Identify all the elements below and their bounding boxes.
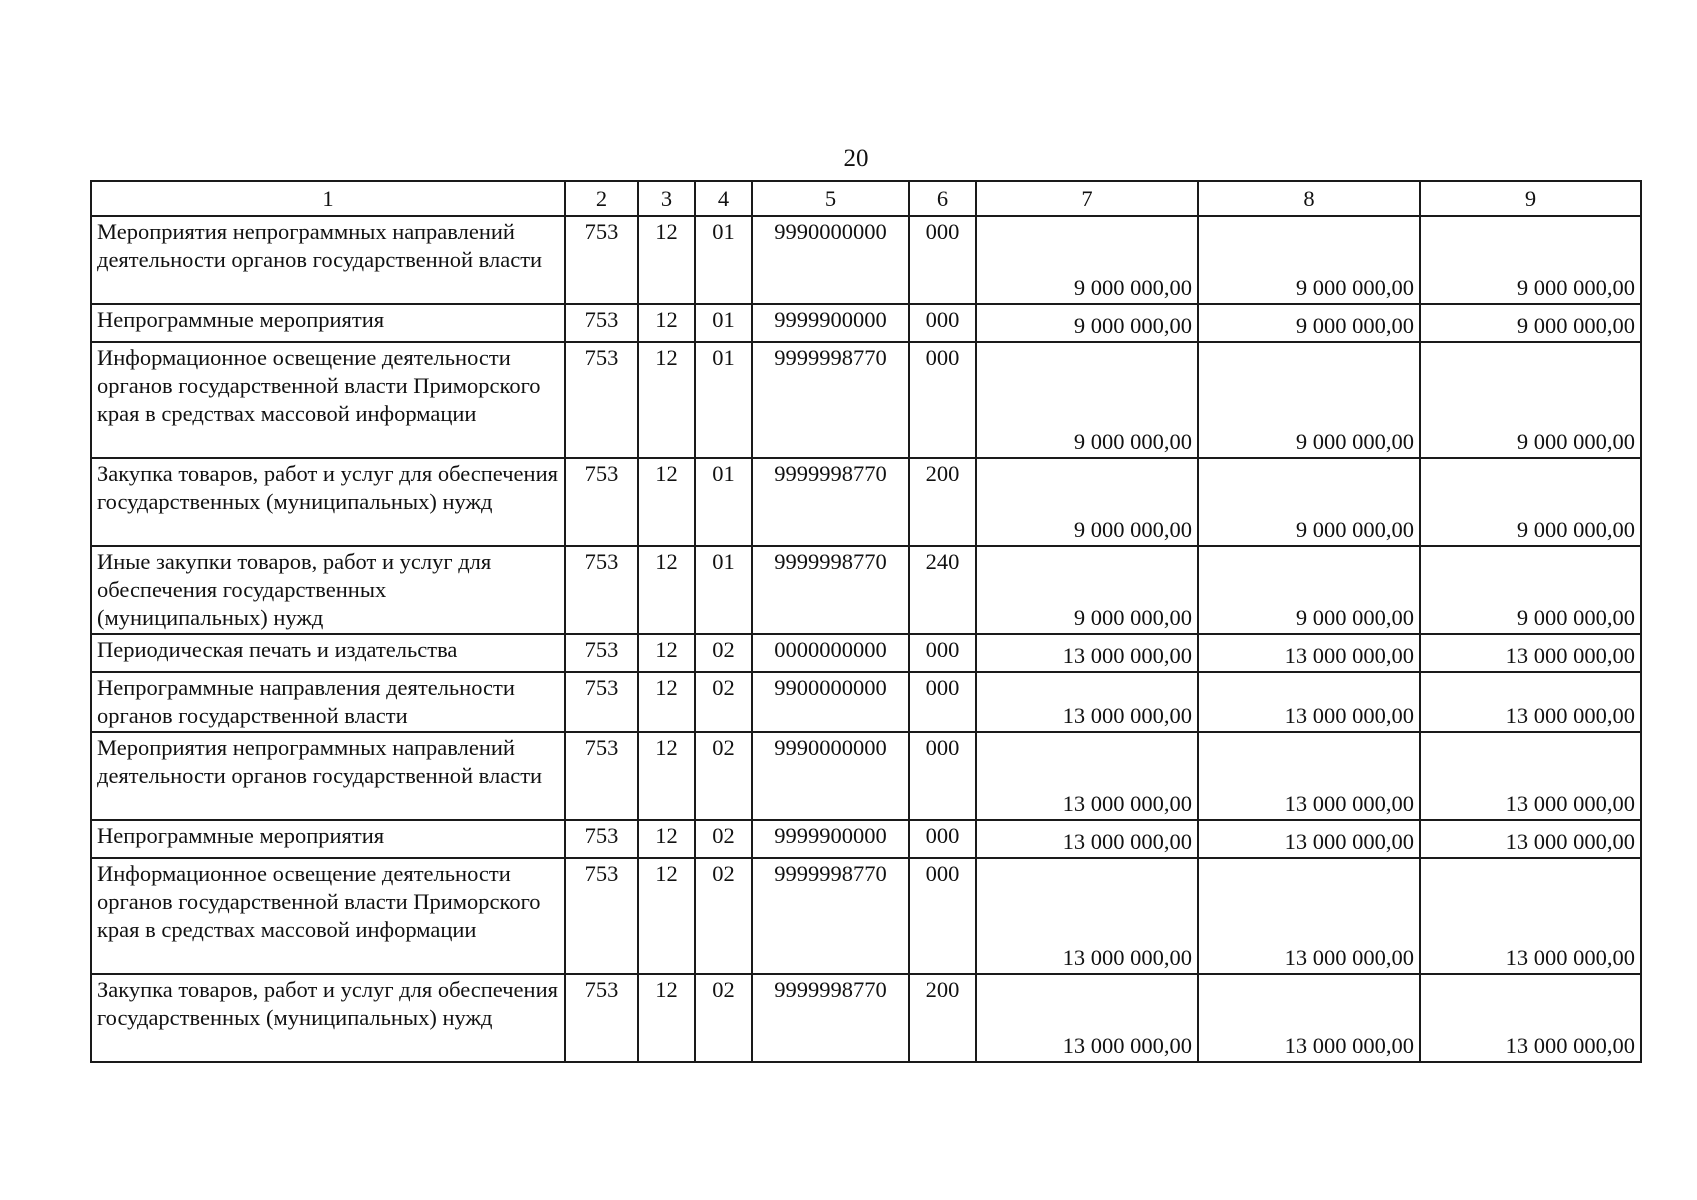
cell-section: 12: [638, 820, 695, 858]
cell-amount-7: 9 000 000,00: [976, 304, 1198, 342]
cell-amount-8: 9 000 000,00: [1198, 304, 1420, 342]
cell-expense-type: 000: [909, 216, 976, 304]
cell-admin-code: 753: [565, 342, 638, 458]
row-name: Мероприятия непрограммных направлений деятельности органов государственной власти: [91, 216, 565, 304]
cell-amount-7: 13 000 000,00: [976, 974, 1198, 1062]
column-header: 5: [752, 181, 909, 216]
cell-amount-8: 9 000 000,00: [1198, 342, 1420, 458]
cell-amount-8: 13 000 000,00: [1198, 672, 1420, 732]
cell-amount-7: 13 000 000,00: [976, 672, 1198, 732]
cell-target-article: 0000000000: [752, 634, 909, 672]
cell-amount-7: 9 000 000,00: [976, 342, 1198, 458]
column-header: 6: [909, 181, 976, 216]
row-name: Иные закупки товаров, работ и услуг для обеспечения государственных (муниципальных) нужд: [91, 546, 565, 634]
cell-amount-7: 9 000 000,00: [976, 546, 1198, 634]
header-row: [91, 181, 1641, 216]
cell-target-article: 9999900000: [752, 304, 909, 342]
table-row: [91, 858, 1641, 974]
cell-target-article: 9999900000: [752, 820, 909, 858]
cell-expense-type: 000: [909, 304, 976, 342]
cell-amount-8: 9 000 000,00: [1198, 458, 1420, 546]
column-header: 3: [638, 181, 695, 216]
table-row: [91, 634, 1641, 672]
cell-section: 12: [638, 732, 695, 820]
cell-section: 12: [638, 858, 695, 974]
cell-subsection: 01: [695, 546, 752, 634]
cell-admin-code: 753: [565, 858, 638, 974]
cell-amount-9: 9 000 000,00: [1420, 458, 1641, 546]
cell-admin-code: 753: [565, 974, 638, 1062]
cell-admin-code: 753: [565, 216, 638, 304]
table-row: [91, 672, 1641, 732]
cell-amount-8: 13 000 000,00: [1198, 974, 1420, 1062]
cell-amount-9: 13 000 000,00: [1420, 634, 1641, 672]
cell-subsection: 02: [695, 732, 752, 820]
cell-section: 12: [638, 974, 695, 1062]
cell-target-article: 9999998770: [752, 546, 909, 634]
cell-target-article: 9999998770: [752, 458, 909, 546]
table-row: [91, 820, 1641, 858]
cell-amount-7: 9 000 000,00: [976, 216, 1198, 304]
cell-admin-code: 753: [565, 820, 638, 858]
cell-amount-7: 9 000 000,00: [976, 458, 1198, 546]
row-name: Закупка товаров, работ и услуг для обеспечения государственных (муниципальных) нужд: [91, 458, 565, 546]
row-name: Непрограммные направления деятельности органов государственной власти: [91, 672, 565, 732]
cell-amount-8: 9 000 000,00: [1198, 546, 1420, 634]
cell-amount-7: 13 000 000,00: [976, 858, 1198, 974]
cell-target-article: 9999998770: [752, 974, 909, 1062]
row-name: Периодическая печать и издательства: [91, 634, 565, 672]
cell-expense-type: 200: [909, 458, 976, 546]
cell-amount-7: 13 000 000,00: [976, 820, 1198, 858]
table-row: [91, 216, 1641, 304]
row-name: Закупка товаров, работ и услуг для обеспечения государственных (муниципальных) нужд: [91, 974, 565, 1062]
cell-amount-7: 13 000 000,00: [976, 634, 1198, 672]
cell-subsection: 01: [695, 458, 752, 546]
cell-amount-9: 13 000 000,00: [1420, 974, 1641, 1062]
column-header: 9: [1420, 181, 1641, 216]
budget-table: [90, 180, 1642, 1063]
cell-target-article: 9999998770: [752, 342, 909, 458]
cell-subsection: 02: [695, 634, 752, 672]
table-row: [91, 974, 1641, 1062]
column-header: 2: [565, 181, 638, 216]
cell-section: 12: [638, 304, 695, 342]
table-row: [91, 304, 1641, 342]
cell-section: 12: [638, 216, 695, 304]
column-header: 8: [1198, 181, 1420, 216]
cell-amount-9: 9 000 000,00: [1420, 304, 1641, 342]
row-name: Непрограммные мероприятия: [91, 820, 565, 858]
cell-expense-type: 000: [909, 634, 976, 672]
row-name: Непрограммные мероприятия: [91, 304, 565, 342]
cell-amount-8: 9 000 000,00: [1198, 216, 1420, 304]
column-header: 1: [91, 181, 565, 216]
cell-target-article: 9990000000: [752, 732, 909, 820]
cell-expense-type: 200: [909, 974, 976, 1062]
table-row: [91, 458, 1641, 546]
row-name: Информационное освещение деятельности органов государственной власти Приморского края в средствах массовой информации: [91, 342, 565, 458]
cell-subsection: 02: [695, 820, 752, 858]
column-header: 4: [695, 181, 752, 216]
table-row: [91, 546, 1641, 634]
cell-admin-code: 753: [565, 672, 638, 732]
cell-amount-7: 13 000 000,00: [976, 732, 1198, 820]
cell-expense-type: 000: [909, 732, 976, 820]
table-row: [91, 342, 1641, 458]
cell-section: 12: [638, 672, 695, 732]
cell-expense-type: 000: [909, 820, 976, 858]
cell-expense-type: 000: [909, 342, 976, 458]
cell-amount-9: 9 000 000,00: [1420, 342, 1641, 458]
page-number: 20: [843, 145, 869, 172]
cell-amount-9: 9 000 000,00: [1420, 216, 1641, 304]
cell-subsection: 01: [695, 304, 752, 342]
cell-admin-code: 753: [565, 546, 638, 634]
cell-subsection: 01: [695, 216, 752, 304]
cell-admin-code: 753: [565, 732, 638, 820]
cell-amount-9: 13 000 000,00: [1420, 858, 1641, 974]
cell-section: 12: [638, 342, 695, 458]
cell-admin-code: 753: [565, 634, 638, 672]
cell-amount-9: 13 000 000,00: [1420, 672, 1641, 732]
cell-expense-type: 000: [909, 672, 976, 732]
cell-expense-type: 000: [909, 858, 976, 974]
cell-amount-9: 9 000 000,00: [1420, 546, 1641, 634]
cell-subsection: 02: [695, 672, 752, 732]
table-row: [91, 732, 1641, 820]
cell-section: 12: [638, 546, 695, 634]
cell-subsection: 01: [695, 342, 752, 458]
cell-section: 12: [638, 458, 695, 546]
cell-subsection: 02: [695, 974, 752, 1062]
cell-amount-9: 13 000 000,00: [1420, 732, 1641, 820]
cell-amount-9: 13 000 000,00: [1420, 820, 1641, 858]
cell-amount-8: 13 000 000,00: [1198, 820, 1420, 858]
cell-amount-8: 13 000 000,00: [1198, 858, 1420, 974]
cell-target-article: 9999998770: [752, 858, 909, 974]
cell-target-article: 9990000000: [752, 216, 909, 304]
cell-admin-code: 753: [565, 458, 638, 546]
cell-expense-type: 240: [909, 546, 976, 634]
cell-section: 12: [638, 634, 695, 672]
row-name: Мероприятия непрограммных направлений деятельности органов государственной власти: [91, 732, 565, 820]
row-name: Информационное освещение деятельности органов государственной власти Приморского края в средствах массовой информации: [91, 858, 565, 974]
cell-amount-8: 13 000 000,00: [1198, 732, 1420, 820]
column-header: 7: [976, 181, 1198, 216]
cell-admin-code: 753: [565, 304, 638, 342]
cell-amount-8: 13 000 000,00: [1198, 634, 1420, 672]
cell-subsection: 02: [695, 858, 752, 974]
cell-target-article: 9900000000: [752, 672, 909, 732]
